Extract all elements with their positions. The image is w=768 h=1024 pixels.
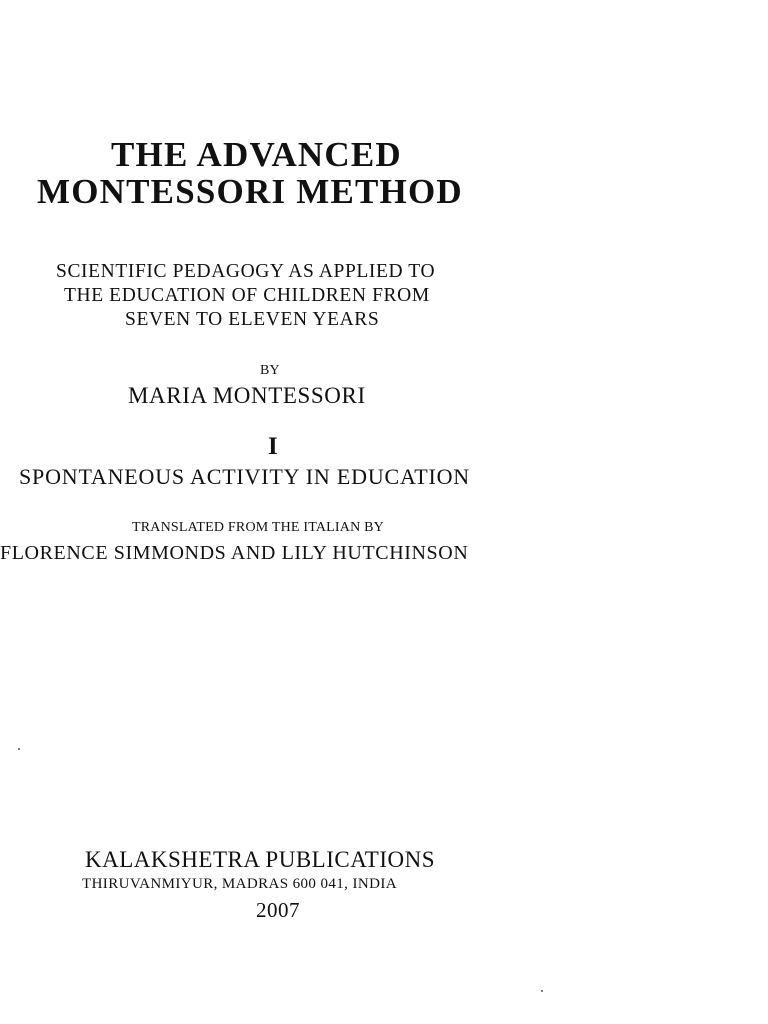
- volume-number: I: [268, 433, 278, 460]
- subtitle-line-3: SEVEN TO ELEVEN YEARS: [125, 309, 380, 330]
- by-label: BY: [260, 363, 280, 378]
- publication-year: 2007: [256, 898, 300, 922]
- translators: FLORENCE SIMMONDS AND LILY HUTCHINSON: [0, 542, 469, 564]
- scan-speck: [18, 748, 20, 750]
- translation-note: TRANSLATED FROM THE ITALIAN BY: [132, 520, 384, 535]
- author-name: MARIA MONTESSORI: [128, 383, 366, 408]
- book-title-line-1: THE ADVANCED: [111, 135, 402, 174]
- book-title-line-2: MONTESSORI METHOD: [37, 172, 463, 211]
- subtitle-line-1: SCIENTIFIC PEDAGOGY AS APPLIED TO: [56, 261, 436, 282]
- publisher-address: THIRUVANMIYUR, MADRAS 600 041, INDIA: [82, 876, 397, 892]
- publisher-name: KALAKSHETRA PUBLICATIONS: [85, 847, 435, 872]
- volume-title: SPONTANEOUS ACTIVITY IN EDUCATION: [19, 464, 470, 489]
- subtitle-line-2: THE EDUCATION OF CHILDREN FROM: [64, 285, 430, 306]
- scan-speck: [541, 990, 543, 992]
